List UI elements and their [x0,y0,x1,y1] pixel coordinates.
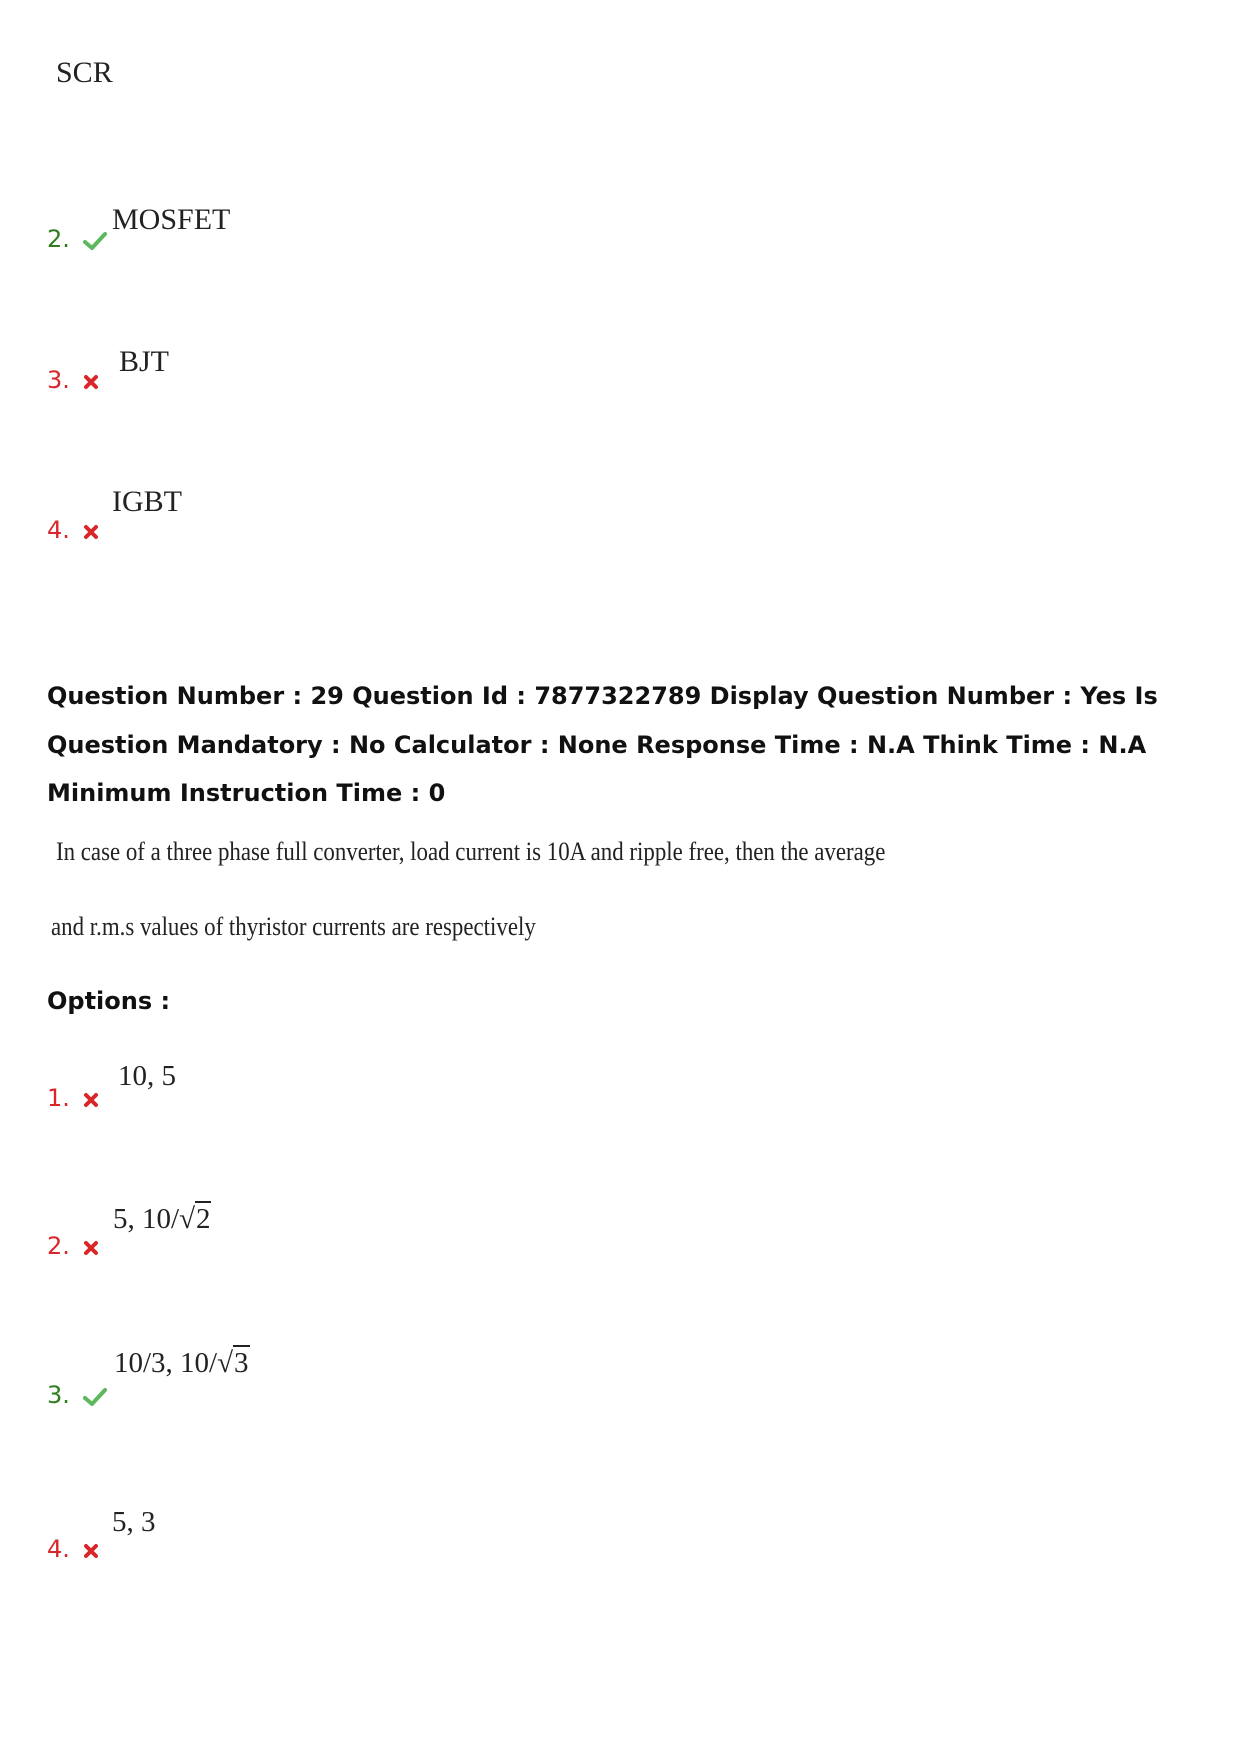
option-2-number: 2. [47,1232,70,1260]
check-icon [83,231,107,255]
cross-icon [83,1240,99,1260]
option-2-prefix: 5, 10/ [113,1203,180,1235]
prev-option-3-number: 3. [47,366,70,394]
option-2 [47,1232,99,1260]
option-1-text: 10, 5 [118,1060,176,1092]
option-4-number: 4. [47,1535,70,1563]
options-label: Options : [47,987,171,1015]
prev-option-1-text: SCR [56,56,113,89]
prev-option-3-text: BJT [119,345,170,378]
option-4-text: 5, 3 [112,1506,156,1538]
cross-icon [83,374,99,394]
question-text-line-1: In case of a three phase full converter, load current is 10A and ripple free, then the average [56,837,886,866]
sqrt-symbol: √ [179,1203,195,1235]
question-text-line-2: and r.m.s values of thyristor currents are respectively [51,912,536,941]
cross-icon [83,1543,99,1563]
sqrt-symbol: √ [217,1347,234,1379]
cross-icon [83,1092,99,1112]
prev-option-2-text: MOSFET [112,203,231,236]
cross-icon [83,524,99,544]
prev-option-3 [47,366,99,394]
question-meta: Question Number : 29 Question Id : 7877322789 Display Question Number : Yes Is Question Mandatory : No Calculator : None Response Time : N.A Think Time : N.A Minimum Instruction Time : 0 [47,682,1158,807]
option-4 [47,1535,99,1563]
prev-option-4-number: 4. [47,516,70,544]
option-3-radicand: 3 [234,1347,249,1379]
option-2-text [113,1203,211,1236]
prev-option-2 [47,225,107,255]
option-3-text [114,1347,250,1380]
option-1-number: 1. [47,1084,70,1112]
option-3-number: 3. [47,1381,70,1409]
option-2-radicand: 2 [195,1203,211,1235]
prev-option-4-text: IGBT [112,485,182,518]
check-icon [83,1387,107,1411]
prev-option-4 [47,516,99,544]
option-3 [47,1381,107,1411]
prev-option-2-number: 2. [47,225,70,253]
option-3-prefix: 10/3, 10/ [114,1347,218,1379]
option-1 [47,1084,99,1112]
